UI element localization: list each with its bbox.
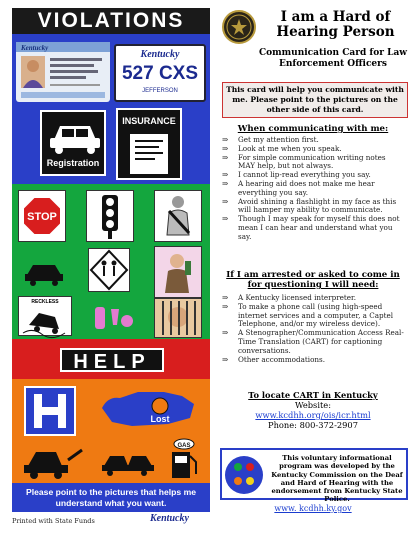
arrow-icon: ⇒ bbox=[222, 301, 229, 311]
jail-bars-icon bbox=[155, 299, 201, 337]
stop-sign-picture[interactable] bbox=[18, 190, 66, 242]
printed-with-state-funds: Printed with State Funds bbox=[12, 517, 95, 525]
lost-picture[interactable] bbox=[98, 384, 198, 438]
cart-website-link[interactable]: www.kcdhh.org/ois/icr.html bbox=[255, 410, 371, 420]
point-to-pictures-banner: Please point to the pictures that helps me understand what you want. bbox=[12, 483, 210, 512]
plate-number: 527 CXS bbox=[121, 63, 199, 84]
lost-label: Lost bbox=[150, 414, 170, 424]
cart-heading: To locate CART in Kentucky bbox=[248, 390, 378, 400]
list-item: ⇒ Get my attention first. bbox=[222, 135, 319, 144]
license-plate-picture[interactable] bbox=[114, 44, 206, 102]
arrow-icon: ⇒ bbox=[222, 170, 229, 180]
drugs-picture[interactable] bbox=[90, 298, 138, 338]
gas-pump-icon bbox=[164, 438, 204, 480]
crosswalk-picture[interactable] bbox=[88, 248, 130, 292]
tow-truck-icon bbox=[22, 440, 86, 480]
list-item: ⇒ To make a phone call (using high-speed internet services and a computer, a Captel Telephone, and/or my wireless device). bbox=[222, 301, 394, 329]
license-state: Kentucky bbox=[21, 44, 49, 52]
seatbelt-icon bbox=[155, 191, 201, 241]
arrow-icon: ⇒ bbox=[222, 135, 229, 144]
insurance-label: INSURANCE bbox=[122, 116, 176, 126]
hospital-icon bbox=[26, 388, 74, 434]
gas-label: GAS bbox=[177, 443, 191, 449]
commission-website-link[interactable]: www. kcdhh.ky.gov bbox=[274, 504, 352, 513]
hospital-picture[interactable] bbox=[24, 386, 76, 436]
drugs-icon bbox=[91, 299, 137, 337]
plate-state: Kentucky bbox=[140, 49, 180, 60]
arrow-icon: ⇒ bbox=[222, 196, 229, 206]
arrow-icon: ⇒ bbox=[222, 214, 229, 224]
document-icon bbox=[118, 130, 180, 178]
reckless-driving-picture[interactable]: RECKLESS bbox=[18, 296, 72, 336]
list-item: ⇒ A Kentucky licensed interpreter. bbox=[222, 293, 356, 302]
registration-label: Registration bbox=[46, 158, 100, 168]
arrested-list bbox=[218, 294, 408, 364]
seatbelt-picture[interactable] bbox=[154, 190, 202, 242]
cart-phone: Phone: 800-372-2907 bbox=[267, 420, 358, 430]
intro-text: This card will help you communicate with me. Please point to the pictures on the other side of this card. bbox=[222, 82, 408, 118]
list-item: ⇒ For simple communication writing notes MAY help, but not always. bbox=[222, 152, 386, 171]
drinking-picture[interactable] bbox=[154, 246, 202, 298]
arrow-icon: ⇒ bbox=[222, 293, 229, 302]
accident-picture[interactable] bbox=[98, 440, 156, 480]
car-icon bbox=[44, 116, 106, 156]
traffic-light-picture[interactable] bbox=[86, 190, 134, 242]
pedestrian-crossing-icon bbox=[89, 249, 129, 291]
arrow-icon: ⇒ bbox=[222, 328, 229, 338]
program-description: This voluntary informational program was developed by the Kentucky Commission on the Deaf and Hard of Hearing with the endorsement from Kentucky State Police. bbox=[271, 454, 403, 504]
skidding-car-icon bbox=[19, 303, 71, 339]
commission-logo-icon bbox=[224, 452, 264, 498]
violations-banner: VIOLATIONS bbox=[12, 8, 210, 34]
kentucky-map-icon bbox=[98, 384, 198, 438]
list-item: ⇒ Avoid shining a flashlight in my face as this will hamper my ability to communicate. bbox=[222, 196, 397, 215]
kentucky-logo: Kentucky bbox=[150, 513, 189, 524]
communicating-heading: When communicating with me: bbox=[237, 124, 389, 134]
arrested-heading: If I am arrested or asked to come in for questioning I will need: bbox=[226, 270, 400, 290]
list-item: ⇒ A hearing aid does not make me hear everything you say. bbox=[222, 178, 375, 197]
website-label: Website: bbox=[294, 400, 332, 410]
stop-sign-icon bbox=[19, 191, 65, 241]
alcohol-icon bbox=[155, 247, 201, 297]
program-footer bbox=[220, 448, 408, 504]
drivers-license-picture[interactable] bbox=[16, 42, 110, 102]
list-item: ⇒ I cannot lip-read everything you say. bbox=[222, 170, 371, 180]
seal-graphic bbox=[224, 12, 254, 42]
insurance-picture[interactable] bbox=[116, 108, 182, 180]
license-icon bbox=[16, 42, 110, 102]
list-item: ⇒ Though I may speak for myself this does not mean I can hear and understand what you say. bbox=[222, 214, 400, 241]
stop-label: STOP bbox=[27, 211, 57, 223]
jail-picture[interactable] bbox=[154, 298, 202, 338]
communicating-list bbox=[218, 136, 408, 242]
arrow-icon: ⇒ bbox=[222, 178, 229, 188]
crash-icon bbox=[98, 440, 156, 480]
arrow-icon: ⇒ bbox=[222, 354, 229, 364]
pictogram-panel bbox=[12, 8, 210, 512]
traffic-light-icon bbox=[87, 191, 133, 241]
gas-picture[interactable] bbox=[164, 438, 204, 480]
information-panel bbox=[218, 8, 408, 528]
speed-picture[interactable] bbox=[20, 246, 68, 292]
list-item: ⇒ Other accommodations. bbox=[222, 354, 326, 364]
state-police-seal-icon bbox=[222, 10, 256, 44]
card-subtitle: Communication Card for Law Enforcement Officers bbox=[258, 48, 408, 69]
card-title: I am a Hard of Hearing Person bbox=[276, 9, 395, 40]
car-speed-icon bbox=[21, 247, 67, 291]
list-item: ⇒ A Stenographer/Communication Access Real-Time Translation (CART) for captioning conversations. bbox=[222, 328, 404, 355]
list-item: ⇒ Look at me when you speak. bbox=[222, 143, 342, 153]
arrow-icon: ⇒ bbox=[222, 143, 229, 153]
help-banner[interactable]: HELP bbox=[60, 348, 164, 372]
broken-down-car-picture[interactable] bbox=[22, 440, 86, 480]
arrow-icon: ⇒ bbox=[222, 152, 229, 162]
plate-county: JEFFERSON bbox=[142, 88, 178, 94]
registration-picture[interactable] bbox=[40, 110, 106, 176]
